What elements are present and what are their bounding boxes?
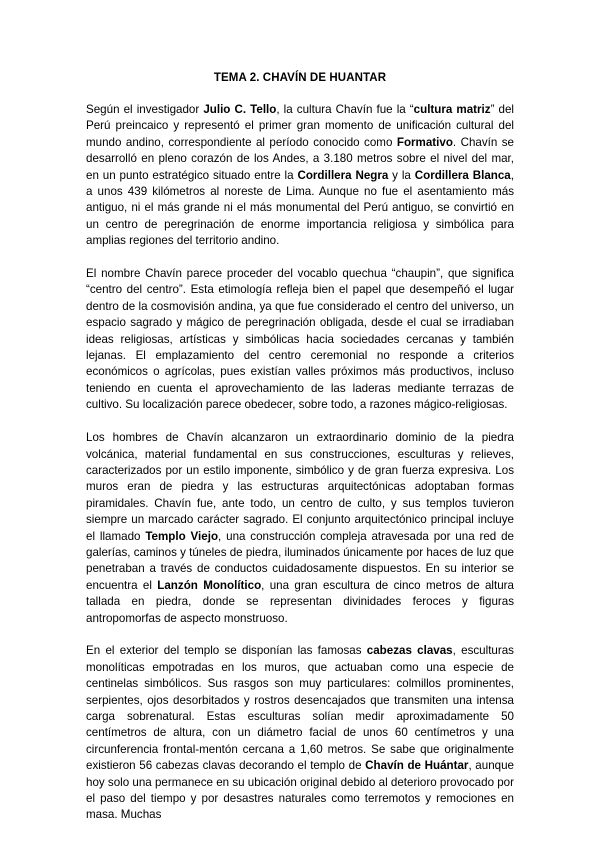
text-run: , una construcción compleja atravesada por una red de galerías, caminos y túneles de piedra, iluminados únicamente por haces de luz que penetraban a través de conductos cuidadosamente dispuestos. En su interior se encuentra el <box>86 529 514 592</box>
text-run: ” del Perú preincaico y representó el primer gran momento de unificación cultural del mundo andino, correspondiente al período conocido como <box>86 103 514 149</box>
bold-term: cabezas clavas <box>366 644 453 658</box>
paragraph-4 <box>86 643 514 823</box>
paragraph-3 <box>86 430 514 627</box>
text-run: , esculturas monolíticas empotradas en los muros, que actuaban como una especie de centinelas simbólicos. Sus rasgos son muy particulares: colmillos prominentes, serpientes, ojos desorbitados y rostros desencajados que transmiten una intensa carga sobrenatural. Estas esculturas solían medir aproximadamente 50 centímetros de altura, con un diámetro facial de unos 60 centímetros y una circunferencia frontal-mentón cercana a 1,60 metros. Se sabe que originalmente existieron 56 cabezas clavas decorando el templo de <box>86 644 514 773</box>
text-run: , aunque hoy solo una permanece en su ubicación original debido al deterioro provocado por el paso del tiempo y por desastres naturales como terremotos y remociones en masa. Muchas <box>86 759 514 822</box>
text-run: , una gran escultura de cinco metros de altura tallada en piedra, donde se representan divinidades feroces y figuras antropomorfas de aspecto monstruoso. <box>86 578 514 625</box>
text-run: . Chavín se desarrolló en pleno corazón de los Andes, a 3.180 metros sobre el nivel del mar, en un punto estratégico situado entre la <box>86 135 514 182</box>
bold-term: Formativo <box>396 135 453 149</box>
page-title: TEMA 2. CHAVÍN DE HUANTAR <box>213 72 387 84</box>
text-run: Los hombres de Chavín alcanzaron un extraordinario dominio de la piedra volcánica, material fundamental en sus construcciones, esculturas y relieves, caracterizados por un estilo imponente, simbólico y de gran fuerza expresiva. Los muros eran de piedra y las estructuras arquitectónicas adoptaban formas piramidales. Chavín fue, ante todo, un centro de culto, y sus templos tuvieron siempre un marcado carácter sagrado. El conjunto arquitectónico principal incluye el llamado <box>86 431 514 543</box>
bold-term: Cordillera Negra <box>297 168 389 182</box>
text-run: y la <box>388 168 415 182</box>
text-run: El nombre Chavín parece proceder del vocablo quechua “chaupin”, que significa “centro del centro”. Esta etimología refleja bien el papel que desempeñó el lugar dentro de la cosmovisión andina, ya que fue considerado el centro del universo, un espacio sagrado y mágico de peregrinación obligada, desde el cual se irradiaban ideas religiosas, artísticas y simbólicas hacia sociedades cercanas y también lejanas. El emplazamiento del centro ceremonial no responde a criterios económicos o agrícolas, pues existían valles próximos más productivos, incluso teniendo en cuenta el aprovechamiento de las laderas mediante terrazas de cultivo. Su localización parece obedecer, sobre todo, a razones mágico-religiosas. <box>86 267 514 412</box>
text-run: En el exterior del templo se disponían las famosas <box>86 644 367 658</box>
bold-term: Chavín de Huántar <box>365 759 469 773</box>
bold-term: Templo Viejo <box>145 529 219 543</box>
text-run: , la cultura Chavín fue la “ <box>276 103 414 116</box>
bold-term: Cordillera Blanca <box>414 168 511 182</box>
bold-term: Julio C. Tello <box>203 103 277 116</box>
text-run: Según el investigador <box>86 103 204 116</box>
paragraph-1 <box>86 102 514 250</box>
text-run: , a unos 439 kilómetros al noreste de Lima. Aunque no fue el asentamiento más antiguo, ni el más grande ni el más monumental del Perú antiguo, se convirtió en un centro de peregrinación de enorme importancia religiosa y simbólica para amplias regiones del territorio andino. <box>86 168 514 248</box>
bold-term: Lanzón Monolítico <box>157 578 262 592</box>
paragraph-2 <box>86 266 514 414</box>
bold-term: cultura matriz <box>413 103 491 116</box>
document-body <box>86 102 514 840</box>
